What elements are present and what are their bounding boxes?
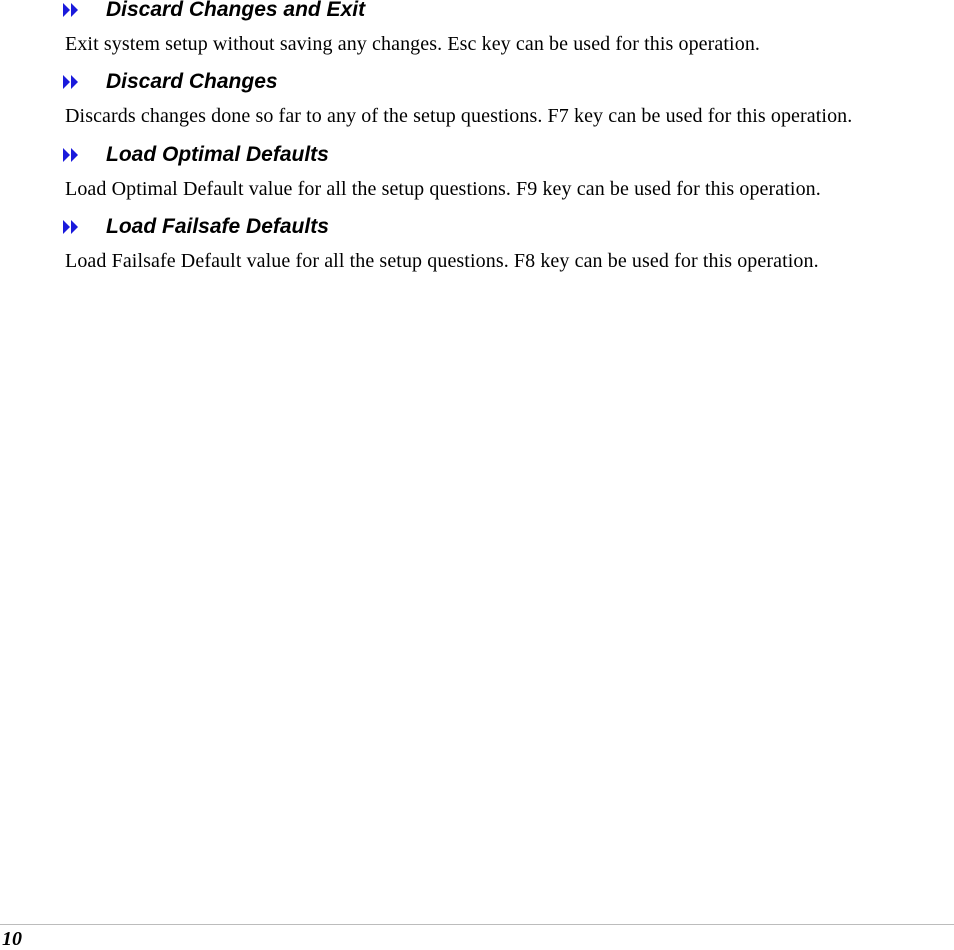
section-heading: Discard Changes (106, 70, 278, 93)
section-description: Load Optimal Default value for all the setup questions. F9 key can be used for this operation. (65, 178, 821, 200)
footer-divider (0, 924, 954, 925)
section-heading-row (0, 215, 954, 239)
section-heading-row (0, 0, 954, 22)
double-chevron-right-icon (63, 220, 79, 234)
section-heading-row (0, 143, 954, 167)
section-heading-row (0, 70, 954, 94)
page-number: 10 (2, 928, 22, 950)
section-description: Exit system setup without saving any changes. Esc key can be used for this operation. (65, 33, 761, 55)
section-heading: Load Failsafe Defaults (106, 215, 329, 238)
double-chevron-right-icon (63, 148, 79, 162)
section-heading: Discard Changes and Exit (106, 0, 366, 21)
double-chevron-right-icon (63, 75, 79, 89)
section-description: Load Failsafe Default value for all the setup questions. F8 key can be used for this operation. (65, 250, 819, 272)
section-description: Discards changes done so far to any of the setup questions. F7 key can be used for this operation. (65, 105, 853, 127)
section-heading: Load Optimal Defaults (106, 143, 329, 166)
double-chevron-right-icon (63, 3, 79, 17)
